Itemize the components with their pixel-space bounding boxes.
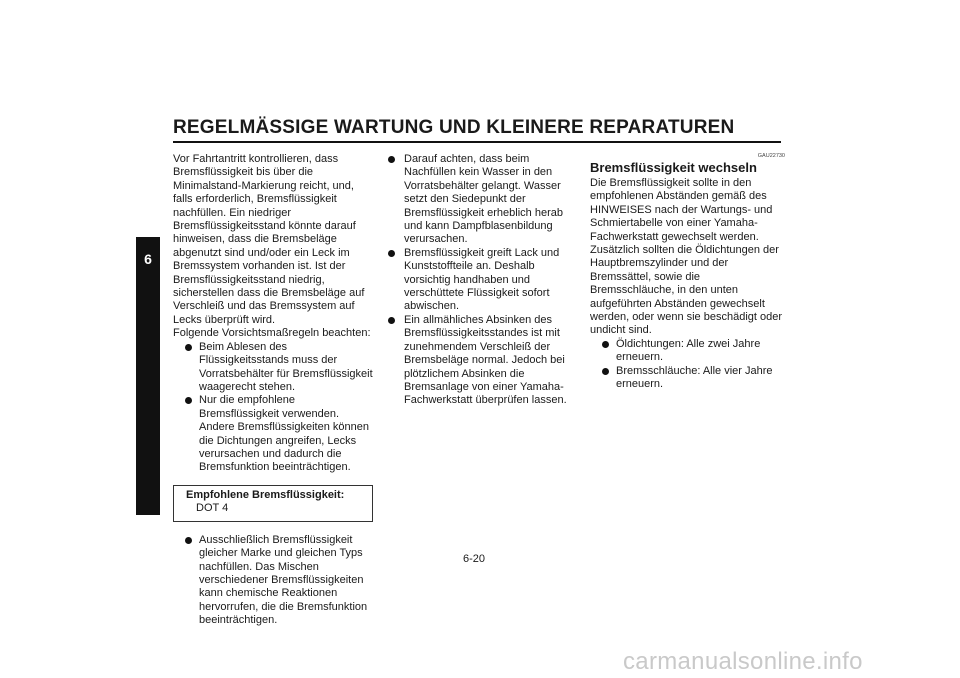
list-item: Beim Ablesen des Flüssigkeitsstands muss der Vorratsbehälter für Bremsflüssigkeit waagerecht stehen. <box>173 341 373 395</box>
watermark: carmanualsonline.info <box>623 648 863 675</box>
list-item: Darauf achten, dass beim Nachfüllen kein Wasser in den Vorratsbehälter gelangt. Wasser setzt den Siedepunkt der Bremsflüssigkeit erheblich herab und kann Dampfblasenbildung verursachen. <box>388 153 580 247</box>
list-item: Ausschließlich Bremsflüssigkeit gleicher Marke und gleichen Typs nachfüllen. Das Mischen verschiedener Bremsflüssigkeiten kann chemische Reaktionen hervorrufen, die die Bremsfunktion beeinträchtigen. <box>173 534 373 628</box>
page-number: 6-20 <box>463 553 486 565</box>
interval-list <box>590 338 785 392</box>
page-title: REGELMÄSSIGE WARTUNG UND KLEINERE REPARATUREN <box>173 117 735 138</box>
bullet-icon <box>602 368 609 375</box>
recommended-fluid-value: DOT 4 <box>196 502 229 515</box>
bullet-icon <box>388 317 395 324</box>
bullet-icon <box>602 341 609 348</box>
section-code: GAU22730 <box>757 153 785 159</box>
list-item: Öldichtungen: Alle zwei Jahre erneuern. <box>590 338 785 365</box>
bullet-icon <box>185 397 192 404</box>
chapter-tab <box>136 237 160 515</box>
list-item: Bremsflüssigkeit greift Lack und Kunststoffteile an. Deshalb vorsichtig handhaben und verschüttete Flüssigkeit sofort abwischen. <box>388 247 580 314</box>
bullet-icon <box>388 156 395 163</box>
list-item: Ein allmähliches Absinken des Bremsflüssigkeitsstandes ist mit zunehmendem Verschleiß der Bremsbeläge normal. Jedoch bei plötzlichem Absinken die Bremsanlage von einer Yamaha-Fachwerkstatt überprüfen lassen. <box>388 314 580 408</box>
precautions-list-2 <box>173 534 373 628</box>
precautions-list <box>173 341 373 475</box>
column-middle <box>388 153 580 408</box>
column-right <box>590 153 785 392</box>
precautions-intro: Folgende Vorsichtsmaßregeln beachten: <box>173 327 371 340</box>
chapter-number: 6 <box>144 251 152 267</box>
bullet-icon <box>185 344 192 351</box>
bullet-icon <box>388 250 395 257</box>
recommended-fluid-box <box>173 485 373 522</box>
middle-list <box>388 153 580 408</box>
page-header <box>173 117 781 143</box>
bullet-icon <box>185 537 192 544</box>
recommended-fluid-title: Empfohlene Bremsflüssigkeit: <box>186 488 345 501</box>
column-left <box>173 153 373 628</box>
list-item: Nur die empfohlene Bremsflüssigkeit verwenden. Andere Bremsflüssigkeiten können die Dichtungen angreifen, Lecks verursachen und dadurch die Bremsfunktion beeinträchtigen. <box>173 394 373 474</box>
intro-paragraph: Vor Fahrtantritt kontrollieren, dass Bremsflüssigkeit bis über die Minimalstand-Markierung reicht, und, falls erforderlich, Bremsflüssigkeit nachfüllen. Ein niedriger Bremsflüssigkeitsstand könnte darauf hinweisen, dass die Bremsbeläge abgenutzt sind und/oder ein Leck im Bremssystem vorhanden ist. Ist der Bremsflüssigkeitsstand niedrig, sicherstellen dass die Bremsbeläge auf Verschleiß und das Bremssystem auf Lecks überprüft wird. <box>173 153 365 326</box>
section-paragraph: Die Bremsflüssigkeit sollte in den empfohlenen Abständen gemäß des HINWEISES nach der Wartungs- und Schmiertabelle von einer Yamaha-Fachwerkstatt gewechselt werden. Zusätzlich sollten die Öldichtungen der Hauptbremszylinder und der Bremssättel, sowie die Bremsschläuche, in den unten aufgeführten Abständen gewechselt werden, oder wenn sie beschädigt oder undicht sind. <box>590 177 783 337</box>
section-heading: Bremsflüssigkeit wechseln <box>590 160 757 175</box>
header-rule <box>173 141 781 143</box>
list-item: Bremsschläuche: Alle vier Jahre erneuern. <box>590 365 785 392</box>
